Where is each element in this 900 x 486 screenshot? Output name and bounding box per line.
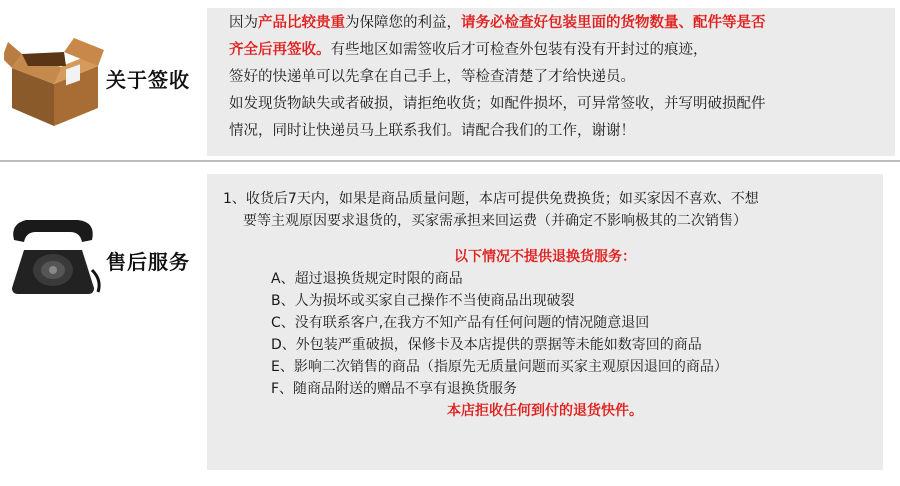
receipt-line: 齐全后再签收。有些地区如需签收后才可检查外包装有没有开封过的痕迹， xyxy=(229,42,708,58)
aftersales-intro-line: 要等主观原因要求退货的，买家需承担来回运费（并确定不影响极其的二次销售） xyxy=(243,213,747,229)
box-icon xyxy=(4,20,104,134)
list-item: C、没有联系客户,在我方不知产品有任何问题的情况随意退回 xyxy=(271,315,650,331)
list-item: A、超过退换货规定时限的商品 xyxy=(271,271,463,287)
receipt-line: 因为产品比较贵重为保障您的利益，请务必检查好包装里面的货物数量、配件等是否 xyxy=(229,15,766,31)
aftersales-heading: 售后服务 xyxy=(106,250,190,274)
receipt-heading: 关于签收 xyxy=(106,68,190,92)
aftersales-intro-line: 1、收货后7天内，如果是商品质量问题，本店可提供免费换货；如买家因不喜欢、不想 xyxy=(223,191,759,207)
receipt-line: 如发现货物缺失或者破损，请拒绝收货；如配件损坏，可异常签收，并写明破损配件 xyxy=(229,96,766,112)
list-item: E、影响二次销售的商品（指原先无质量问题而买家主观原因退回的商品） xyxy=(271,359,728,375)
list-item: D、外包装严重破损，保修卡及本店提供的票据等未能如数寄回的商品 xyxy=(271,337,702,353)
receipt-line: 情况，同时让快递员马上联系我们。请配合我们的工作，谢谢！ xyxy=(229,123,635,139)
notice-title: 以下情况不提供退换货服务： xyxy=(454,249,636,265)
receipt-panel xyxy=(207,8,895,156)
list-item: F、随商品附送的赠品不享有退换货服务 xyxy=(271,381,518,397)
telephone-icon xyxy=(4,210,104,304)
aftersales-section xyxy=(0,166,900,486)
bottom-notice: 本店拒收任何到付的退货快件。 xyxy=(447,403,643,419)
receipt-section xyxy=(0,0,900,160)
section-divider xyxy=(0,160,900,162)
aftersales-panel xyxy=(207,174,883,470)
list-item: B、人为损坏或买家自己操作不当使商品出现破裂 xyxy=(271,293,575,309)
receipt-line: 签好的快递单可以先拿在自己手上，等检查清楚了才给快递员。 xyxy=(229,69,635,85)
